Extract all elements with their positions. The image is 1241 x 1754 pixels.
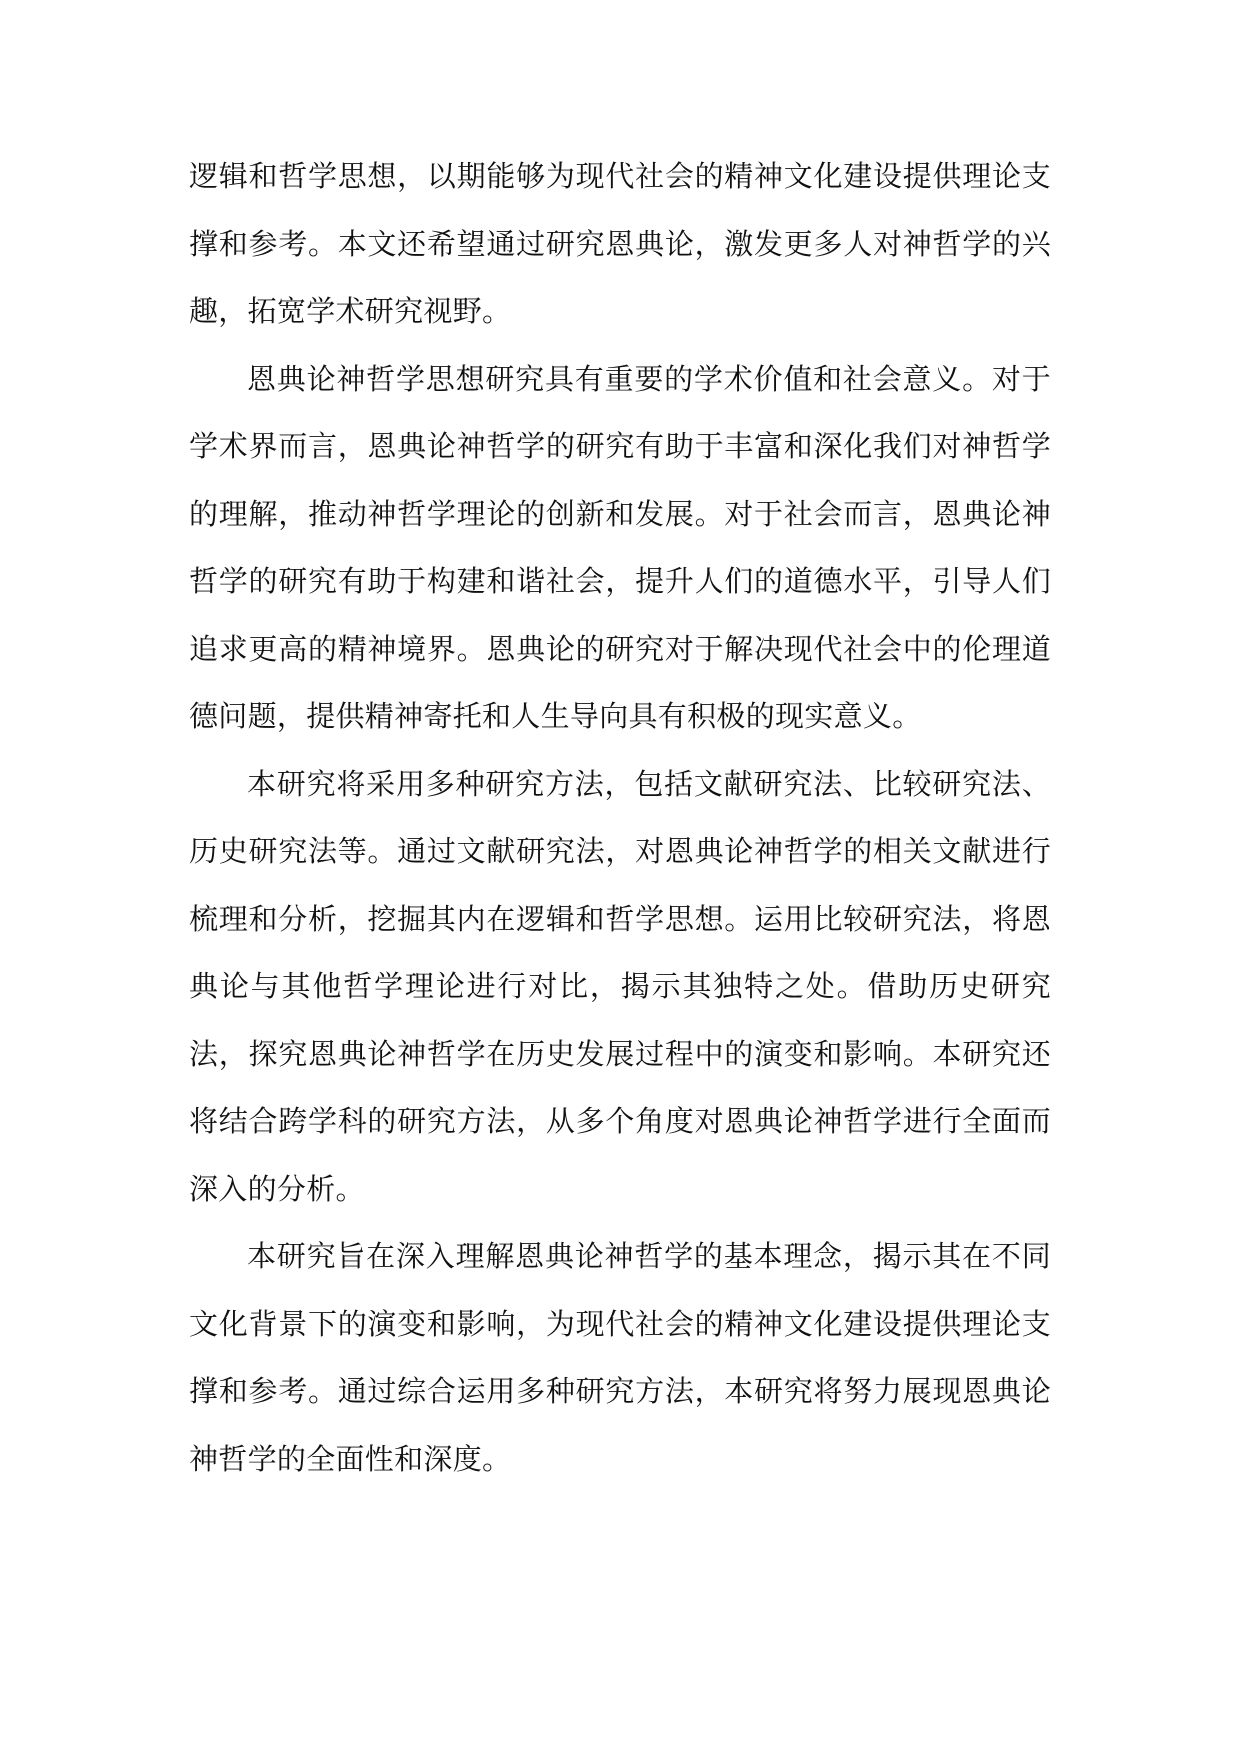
paragraph-2: 恩典论神哲学思想研究具有重要的学术价值和社会意义。对于学术界而言，恩典论神哲学的研究有助于丰富和深化我们对神哲学的理解，推动神哲学理论的创新和发展。对于社会而言，恩典论神哲学的研究有助于构建和谐社会，提升人们的道德水平，引导人们追求更高的精神境界。恩典论的研究对于解决现代社会中的伦理道德问题，提供精神寄托和人生导向具有积极的现实意义。 — [189, 361, 1051, 733]
paragraph-4: 本研究旨在深入理解恩典论神哲学的基本理念，揭示其在不同文化背景下的演变和影响，为现代社会的精神文化建设提供理论支撑和参考。通过综合运用多种研究方法，本研究将努力展现恩典论神哲学的全面性和深度。 — [189, 1239, 1051, 1476]
paragraph-3: 本研究将采用多种研究方法，包括文献研究法、比较研究法、历史研究法等。通过文献研究法，对恩典论神哲学的相关文献进行梳理和分析，挖掘其内在逻辑和哲学思想。运用比较研究法，将恩典论与其他哲学理论进行对比，揭示其独特之处。借助历史研究法，探究恩典论神哲学在历史发展过程中的演变和影响。本研究还将结合跨学科的研究方法，从多个角度对恩典论神哲学进行全面而深入的分析。 — [189, 766, 1051, 1206]
paragraph-1: 逻辑和哲学思想，以期能够为现代社会的精神文化建设提供理论支撑和参考。本文还希望通过研究恩典论，激发更多人对神哲学的兴趣，拓宽学术研究视野。 — [189, 159, 1051, 328]
document-body — [189, 143, 1051, 1493]
